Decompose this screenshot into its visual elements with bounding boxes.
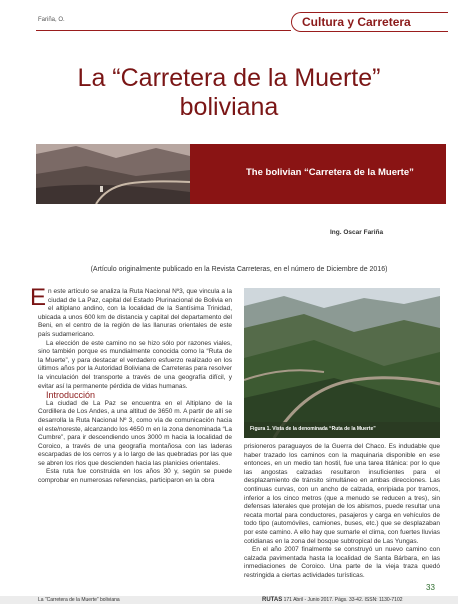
- section-heading-introduccion: Introducción: [46, 390, 96, 401]
- article-title-line-1: La “Carretera de la Muerte”: [77, 64, 381, 92]
- byline: Ing. Oscar Fariña: [330, 229, 384, 236]
- paragraph-1: [30, 284, 232, 340]
- figure-photo: [244, 288, 440, 438]
- figure-caption: Figura 1. Vista de la denominada “Ruta de la Muerte”: [250, 426, 376, 432]
- footer-citation: [262, 597, 403, 603]
- right-paragraph-2: En el año 2007 finalmente se construyó un nuevo camino con calzada pavimentada hasta la localidad de Santa Bárbara, en las inmediaciones de Coroico. Una parte de la vieja traza quedó restringida a ciertas actividades turísticas.: [244, 546, 440, 579]
- title-banner: [36, 144, 446, 204]
- figure-1: [244, 288, 440, 438]
- source-note: (Artículo originalmente publicado en la Revista Carreteras, en el número de Diciembre de 2016): [90, 266, 388, 273]
- left-column: [30, 284, 232, 486]
- banner-photo: [36, 144, 190, 204]
- section-label: Cultura y Carretera: [302, 15, 411, 29]
- paragraph-1-text: n este artículo se analiza la Ruta Nacional Nº3, que vincula a la ciudad de La Paz, capital del Estado Plurinacional de Bolivia en el altiplano andino, con la localidad de la Santísima Trinidad, ubicada a unos 600 km de distancia y capital del departamento del Beni, en el centro de la región de las llanuras orientales de este país sudamericano.: [38, 288, 232, 338]
- paragraph-4: Esta ruta fue construida en los años 30 y, según se puede comprobar en numerosas referencias, participaron en la obra: [38, 468, 232, 485]
- banner-caption: The bolivian “Carretera de la Muerte”: [246, 167, 414, 178]
- header-rule: [36, 30, 291, 31]
- right-paragraph-1: prisioneros paraguayos de la Guerra del Chaco. Es indudable que haber trazado los caminos con la maquinaria disponible en ese entonces, en un medio tan hostil, fue una tarea titánica: por lo que las angostas calzadas resultaron insuficientes para el desplazamiento de tránsito simultáneo en ambas direcciones. Las continuas curvas, con un ancho de calzada, enripiada por tramos, inferior a los cinco metros (que a menudo se reducen a tres), sin defensas laterales que protejan de los abismos, puede resultar una recata mortal para conductores, pasajeros y carga en vehículos de todo tipo (automóviles, camiones, buses, etc.) que se desplazaban por este camino. A ello hay que sumarle el clima, con fuertes lluvias cotidianas en la zona del bosque subtropical de Las Yungas.: [244, 443, 440, 545]
- paragraph-2: La elección de este camino no se hizo sólo por razones viales, sino también porque es mundialmente conocida como la “Ruta de la Muerte”, y para destacar el verdadero esfuerzo realizado en los últimos años por la Autoridad Boliviana de Carreteras para resolver la vinculación del transporte a través de una geografía difícil, y evitar así la permanente pérdida de vidas humanas.: [38, 339, 232, 390]
- footer-journal: RUTAS: [262, 597, 283, 603]
- footer-issue: 171 Abril - Junio 2017. Págs. 33-42. ISSN: 1130-7102: [283, 597, 403, 603]
- page-number: 33: [426, 583, 435, 592]
- running-head-author: Fariña, O.: [38, 17, 65, 23]
- article-title-line-2: boliviana: [179, 93, 279, 121]
- right-column: [244, 443, 440, 581]
- paragraph-3: La ciudad de La Paz se encuentra en el Altiplano de la Cordillera de Los Andes, a una altitud de 3650 m. A partir de allí se desarrolla la Ruta Nacional Nº 3, como vía de comunicación hacia el este/noreste, alcanzando los 4650 m en la zona denominada “La Cumbre”, para ir descendiendo unos 3000 m hacia la localidad de Coroico, a través de una geografía montañosa con las laderas escarpadas de los cerros y a lo largo de las quebradas por las que se abren los ríos que descienden hacia las planicies orientales.: [38, 399, 232, 467]
- section-tab: [291, 12, 448, 32]
- footer-running-title: La “Carretera de la Muerte” boliviana: [38, 597, 120, 603]
- drop-cap: E: [30, 284, 47, 311]
- article-title: [20, 64, 438, 122]
